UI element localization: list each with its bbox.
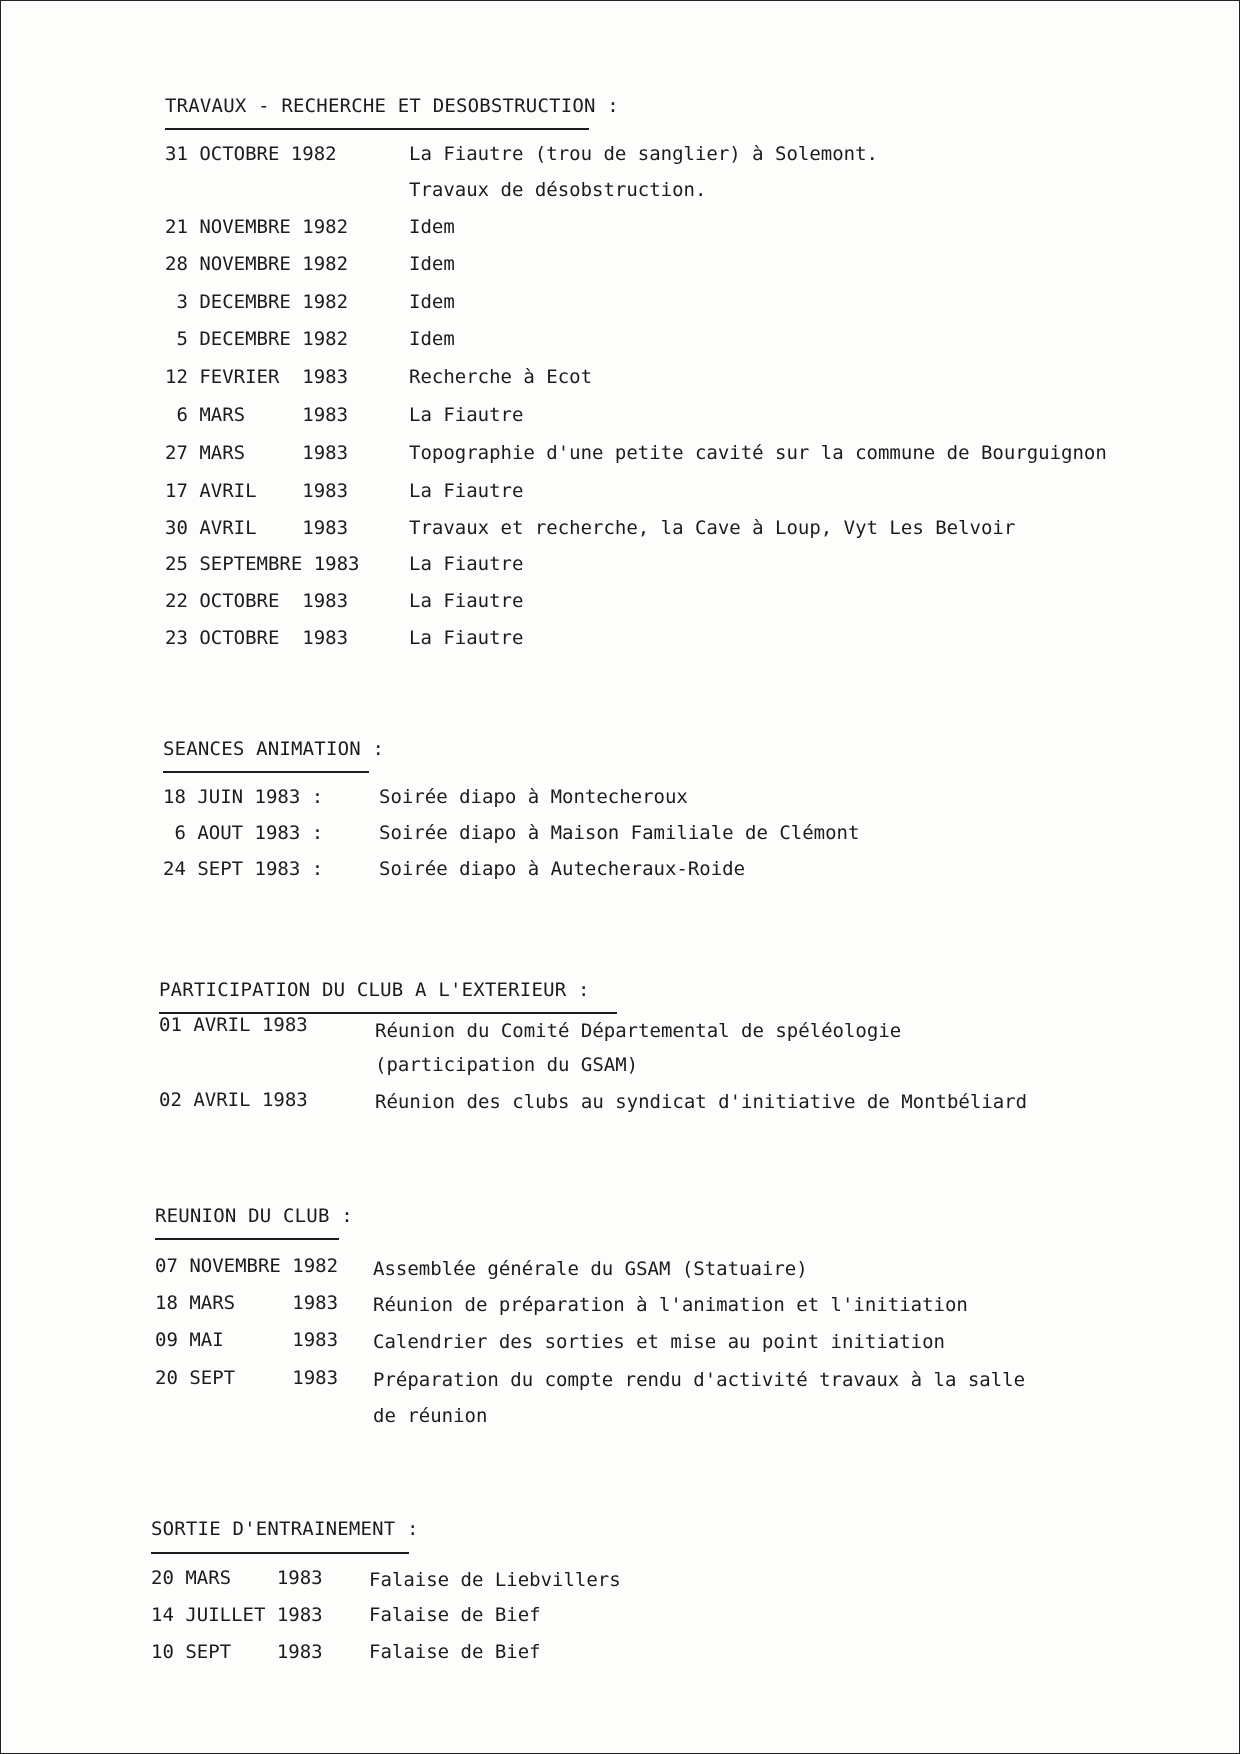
section-title: SEANCES ANIMATION : [163,738,385,760]
entry-date: 12 FEVRIER 1983 [165,366,349,388]
title-underline [165,128,589,130]
entry-date: 21 NOVEMBRE 1982 [165,216,349,238]
section-travaux [165,95,1107,649]
entry-description: Falaise de Bief [369,1641,541,1663]
entry-description-continued: de réunion [373,1405,488,1427]
entry-description: La Fiautre [409,590,524,612]
entry-date: 5 DECEMBRE 1982 [165,328,349,350]
title-underline [151,1552,409,1554]
section-reunion-club [155,1205,1026,1427]
entry-date: 20 MARS 1983 [151,1567,323,1589]
entry-description: Travaux et recherche, la Cave à Loup, Vyt Les Belvoir [409,517,1016,539]
entry-description: Soirée diapo à Montecheroux [379,786,688,808]
entry-description: Idem [409,216,455,238]
entry-description: Calendrier des sorties et mise au point initiation [373,1331,945,1353]
entry-description: Assemblée générale du GSAM (Statuaire) [373,1258,808,1280]
entry-description: La Fiautre (trou de sanglier) à Solemont. [409,143,878,165]
title-underline [155,1238,339,1240]
title-underline [163,771,369,773]
entry-date: 28 NOVEMBRE 1982 [165,253,349,275]
entry-date: 6 AOUT 1983 : [163,822,324,844]
entry-description: Réunion du Comité Départemental de spéléologie [375,1020,902,1042]
section-title: REUNION DU CLUB : [155,1205,353,1227]
section-sortie-entrainement [151,1518,621,1663]
entry-description: Topographie d'une petite cavité sur la commune de Bourguignon [409,442,1107,464]
entry-description: Soirée diapo à Maison Familiale de Clémont [379,822,860,844]
entry-date: 02 AVRIL 1983 [159,1089,308,1111]
entry-date: 14 JUILLET 1983 [151,1604,323,1626]
entry-date: 24 SEPT 1983 : [163,858,324,880]
entry-description: La Fiautre [409,404,524,426]
entry-date: 22 OCTOBRE 1983 [165,590,349,612]
entry-date: 25 SEPTEMBRE 1983 [165,553,360,575]
entry-date: 18 JUIN 1983 : [163,786,324,808]
entry-description: Recherche à Ecot [409,366,593,388]
entry-description: Préparation du compte rendu d'activité travaux à la salle [373,1369,1026,1391]
entry-date: 31 OCTOBRE 1982 [165,143,337,165]
entry-date: 6 MARS 1983 [165,404,349,426]
entry-date: 07 NOVEMBRE 1982 [155,1255,339,1277]
entry-description: Idem [409,291,455,313]
entry-description: La Fiautre [409,553,524,575]
entry-description: Idem [409,328,455,350]
entry-description: La Fiautre [409,627,524,649]
section-title: TRAVAUX - RECHERCHE ET DESOBSTRUCTION : [165,95,619,117]
entry-description: Falaise de Bief [369,1604,541,1626]
entry-date: 17 AVRIL 1983 [165,480,349,502]
entry-date: 27 MARS 1983 [165,442,349,464]
section-title: SORTIE D'ENTRAINEMENT : [151,1518,419,1540]
entry-description: Idem [409,253,455,275]
entry-date: 3 DECEMBRE 1982 [165,291,349,313]
entry-date: 09 MAI 1983 [155,1329,339,1351]
entry-date: 10 SEPT 1983 [151,1641,323,1663]
entry-date: 01 AVRIL 1983 [159,1014,308,1036]
entry-description: La Fiautre [409,480,524,502]
entry-description: Réunion des clubs au syndicat d'initiative de Montbéliard [375,1091,1028,1113]
section-participation-exterieur [159,979,1028,1113]
entry-description: Soirée diapo à Autecheraux-Roide [379,858,746,880]
section-title: PARTICIPATION DU CLUB A L'EXTERIEUR : [159,979,590,1001]
entry-description-continued: Travaux de désobstruction. [409,179,707,201]
entry-description-continued: (participation du GSAM) [375,1054,639,1076]
entry-date: 18 MARS 1983 [155,1292,339,1314]
entry-description: Falaise de Liebvillers [369,1569,621,1591]
entry-date: 23 OCTOBRE 1983 [165,627,349,649]
entry-date: 30 AVRIL 1983 [165,517,349,539]
entry-date: 20 SEPT 1983 [155,1367,339,1389]
entry-description: Réunion de préparation à l'animation et l'initiation [373,1294,968,1316]
section-seances-animation [163,738,860,880]
